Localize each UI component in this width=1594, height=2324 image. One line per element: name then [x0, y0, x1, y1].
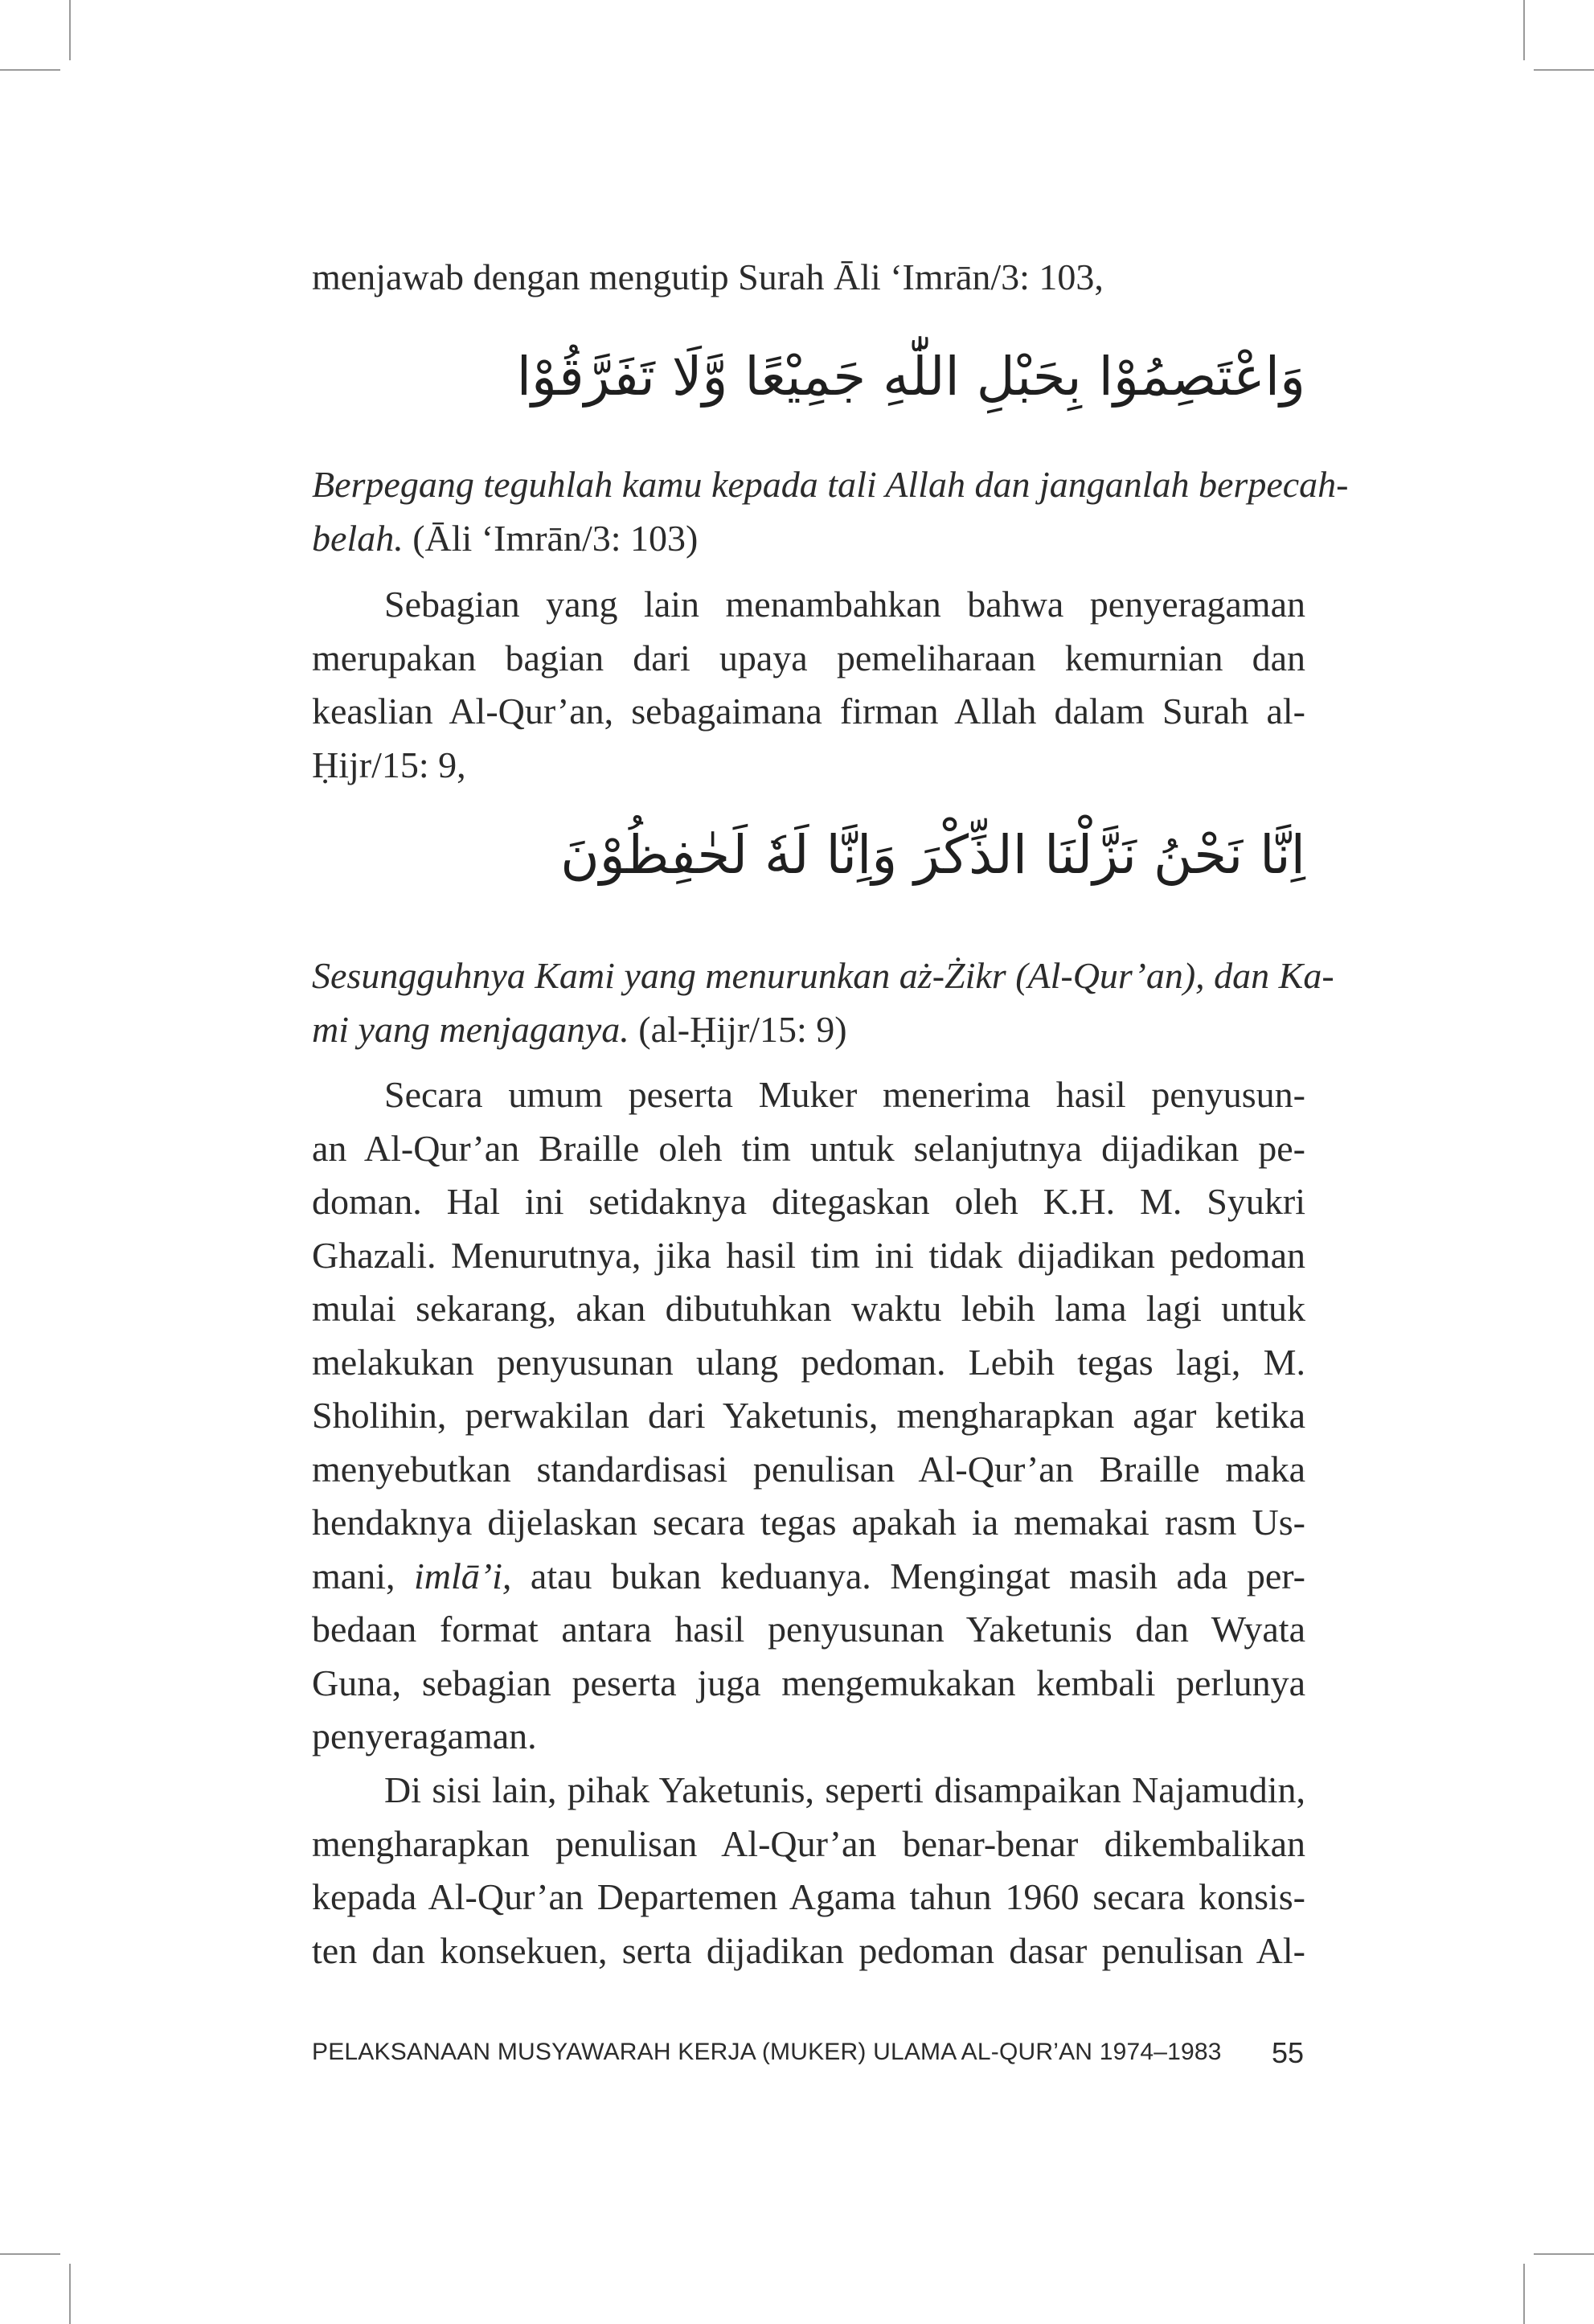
paragraph-muker — [312, 1068, 1305, 1764]
text-line: hendaknya dijelaskan secara tegas apakah ia memakai rasm Us- — [312, 1502, 1305, 1543]
text-line — [312, 512, 1305, 566]
text-line — [312, 1003, 1305, 1057]
text-line — [312, 1550, 1305, 1604]
verse-reference: (Āli ʻImrān/3: 103) — [403, 517, 699, 559]
text-line: Sebagian yang lain menambahkan bahwa penyeragaman — [384, 584, 1305, 625]
arabic-verse-ali-imran: وَاعْتَصِمُوْا بِحَبْلِ اللّٰهِ جَمِيْعًا وَّلَا تَفَرَّقُوْا — [516, 346, 1305, 408]
text-line: Berpegang teguhlah kamu kepada tali Allah dan janganlah berpecah- — [312, 464, 1349, 505]
text-line: an Al-Qur’an Braille oleh tim untuk selanjutnya dijadikan pe- — [312, 1127, 1305, 1169]
crop-mark-top-right-v — [1523, 0, 1525, 60]
text-line: melakukan penyusunan ulang pedoman. Lebih tegas lagi, M. — [312, 1341, 1305, 1383]
text-line: menyebutkan standardisasi penulisan Al-Qur’an Braille maka — [312, 1448, 1305, 1490]
text-line: penyeragaman. — [312, 1715, 537, 1756]
crop-mark-bottom-left-h — [0, 2253, 60, 2255]
text-line: bedaan format antara hasil penyusunan Yaketunis dan Wyata — [312, 1609, 1305, 1650]
crop-mark-bottom-left-v — [69, 2264, 71, 2324]
verse-reference: (al-Ḥijr/15: 9) — [629, 1008, 847, 1050]
crop-mark-top-left-h — [0, 69, 60, 71]
text-line: Ḥijr/15: 9, — [312, 744, 466, 785]
crop-mark-bottom-right-h — [1534, 2253, 1594, 2255]
translation-italic-text: belah. — [312, 517, 404, 559]
text-line: doman. Hal ini setidaknya ditegaskan oleh K.H. M. Syukri — [312, 1181, 1305, 1222]
paragraph-intro — [312, 251, 1305, 305]
page-number: 55 — [1272, 2036, 1305, 2069]
text-segment: atau bukan keduanya. Mengingat masih ada per- — [511, 1555, 1305, 1596]
text-line: Ghazali. Menurutnya, jika hasil tim ini tidak dijadikan pedoman — [312, 1234, 1305, 1276]
text-line: Sesungguhnya Kami yang menurunkan aż-Żikr (Al-Qur’an), dan Ka- — [312, 955, 1334, 996]
running-footer-title: PELAKSANAAN MUSYAWARAH KERJA (MUKER) ULAMA AL-QUR’AN 1974–1983 — [312, 2039, 1222, 2065]
text-line: mulai sekarang, akan dibutuhkan waktu lebih lama lagi untuk — [312, 1288, 1305, 1329]
arabic-verse-al-hijr: اِنَّا نَحْنُ نَزَّلْنَا الذِّكْرَ وَاِنَّا لَهٗ لَحٰفِظُوْنَ — [560, 824, 1305, 886]
text-line: menjawab dengan mengutip Surah Āli ʻImrān/3: 103, — [312, 256, 1104, 297]
crop-mark-top-left-v — [69, 0, 71, 60]
text-line: Guna, sebagian peserta juga mengemukakan kembali perlunya — [312, 1662, 1305, 1703]
translation-ali-imran — [312, 458, 1349, 565]
paragraph-penyeragaman — [312, 578, 1305, 792]
text-line: Secara umum peserta Muker menerima hasil penyusun- — [384, 1074, 1305, 1115]
text-line: keaslian Al-Qur’an, sebagaimana firman Allah dalam Surah al- — [312, 691, 1305, 732]
translation-al-hijr — [312, 949, 1334, 1056]
translation-italic-text: mi yang menjaganya. — [312, 1008, 629, 1050]
paragraph-yaketunis — [312, 1764, 1305, 1978]
text-line: Sholihin, perwakilan dari Yaketunis, mengharapkan agar ketika — [312, 1395, 1305, 1436]
text-line: merupakan bagian dari upaya pemeliharaan kemurnian dan — [312, 637, 1305, 678]
crop-mark-top-right-h — [1534, 69, 1594, 71]
text-segment: mani, — [312, 1555, 415, 1596]
crop-mark-bottom-right-v — [1523, 2264, 1525, 2324]
term-imlai: imlā’i, — [414, 1555, 512, 1596]
text-line: mengharapkan penulisan Al-Qur’an benar-benar dikembalikan — [312, 1822, 1305, 1864]
text-line: kepada Al-Qur’an Departemen Agama tahun 1960 secara konsis- — [312, 1876, 1305, 1917]
text-line: Di sisi lain, pihak Yaketunis, seperti disampaikan Najamudin, — [384, 1769, 1305, 1810]
text-line: ten dan konsekuen, serta dijadikan pedoman dasar penulisan Al- — [312, 1929, 1305, 1971]
